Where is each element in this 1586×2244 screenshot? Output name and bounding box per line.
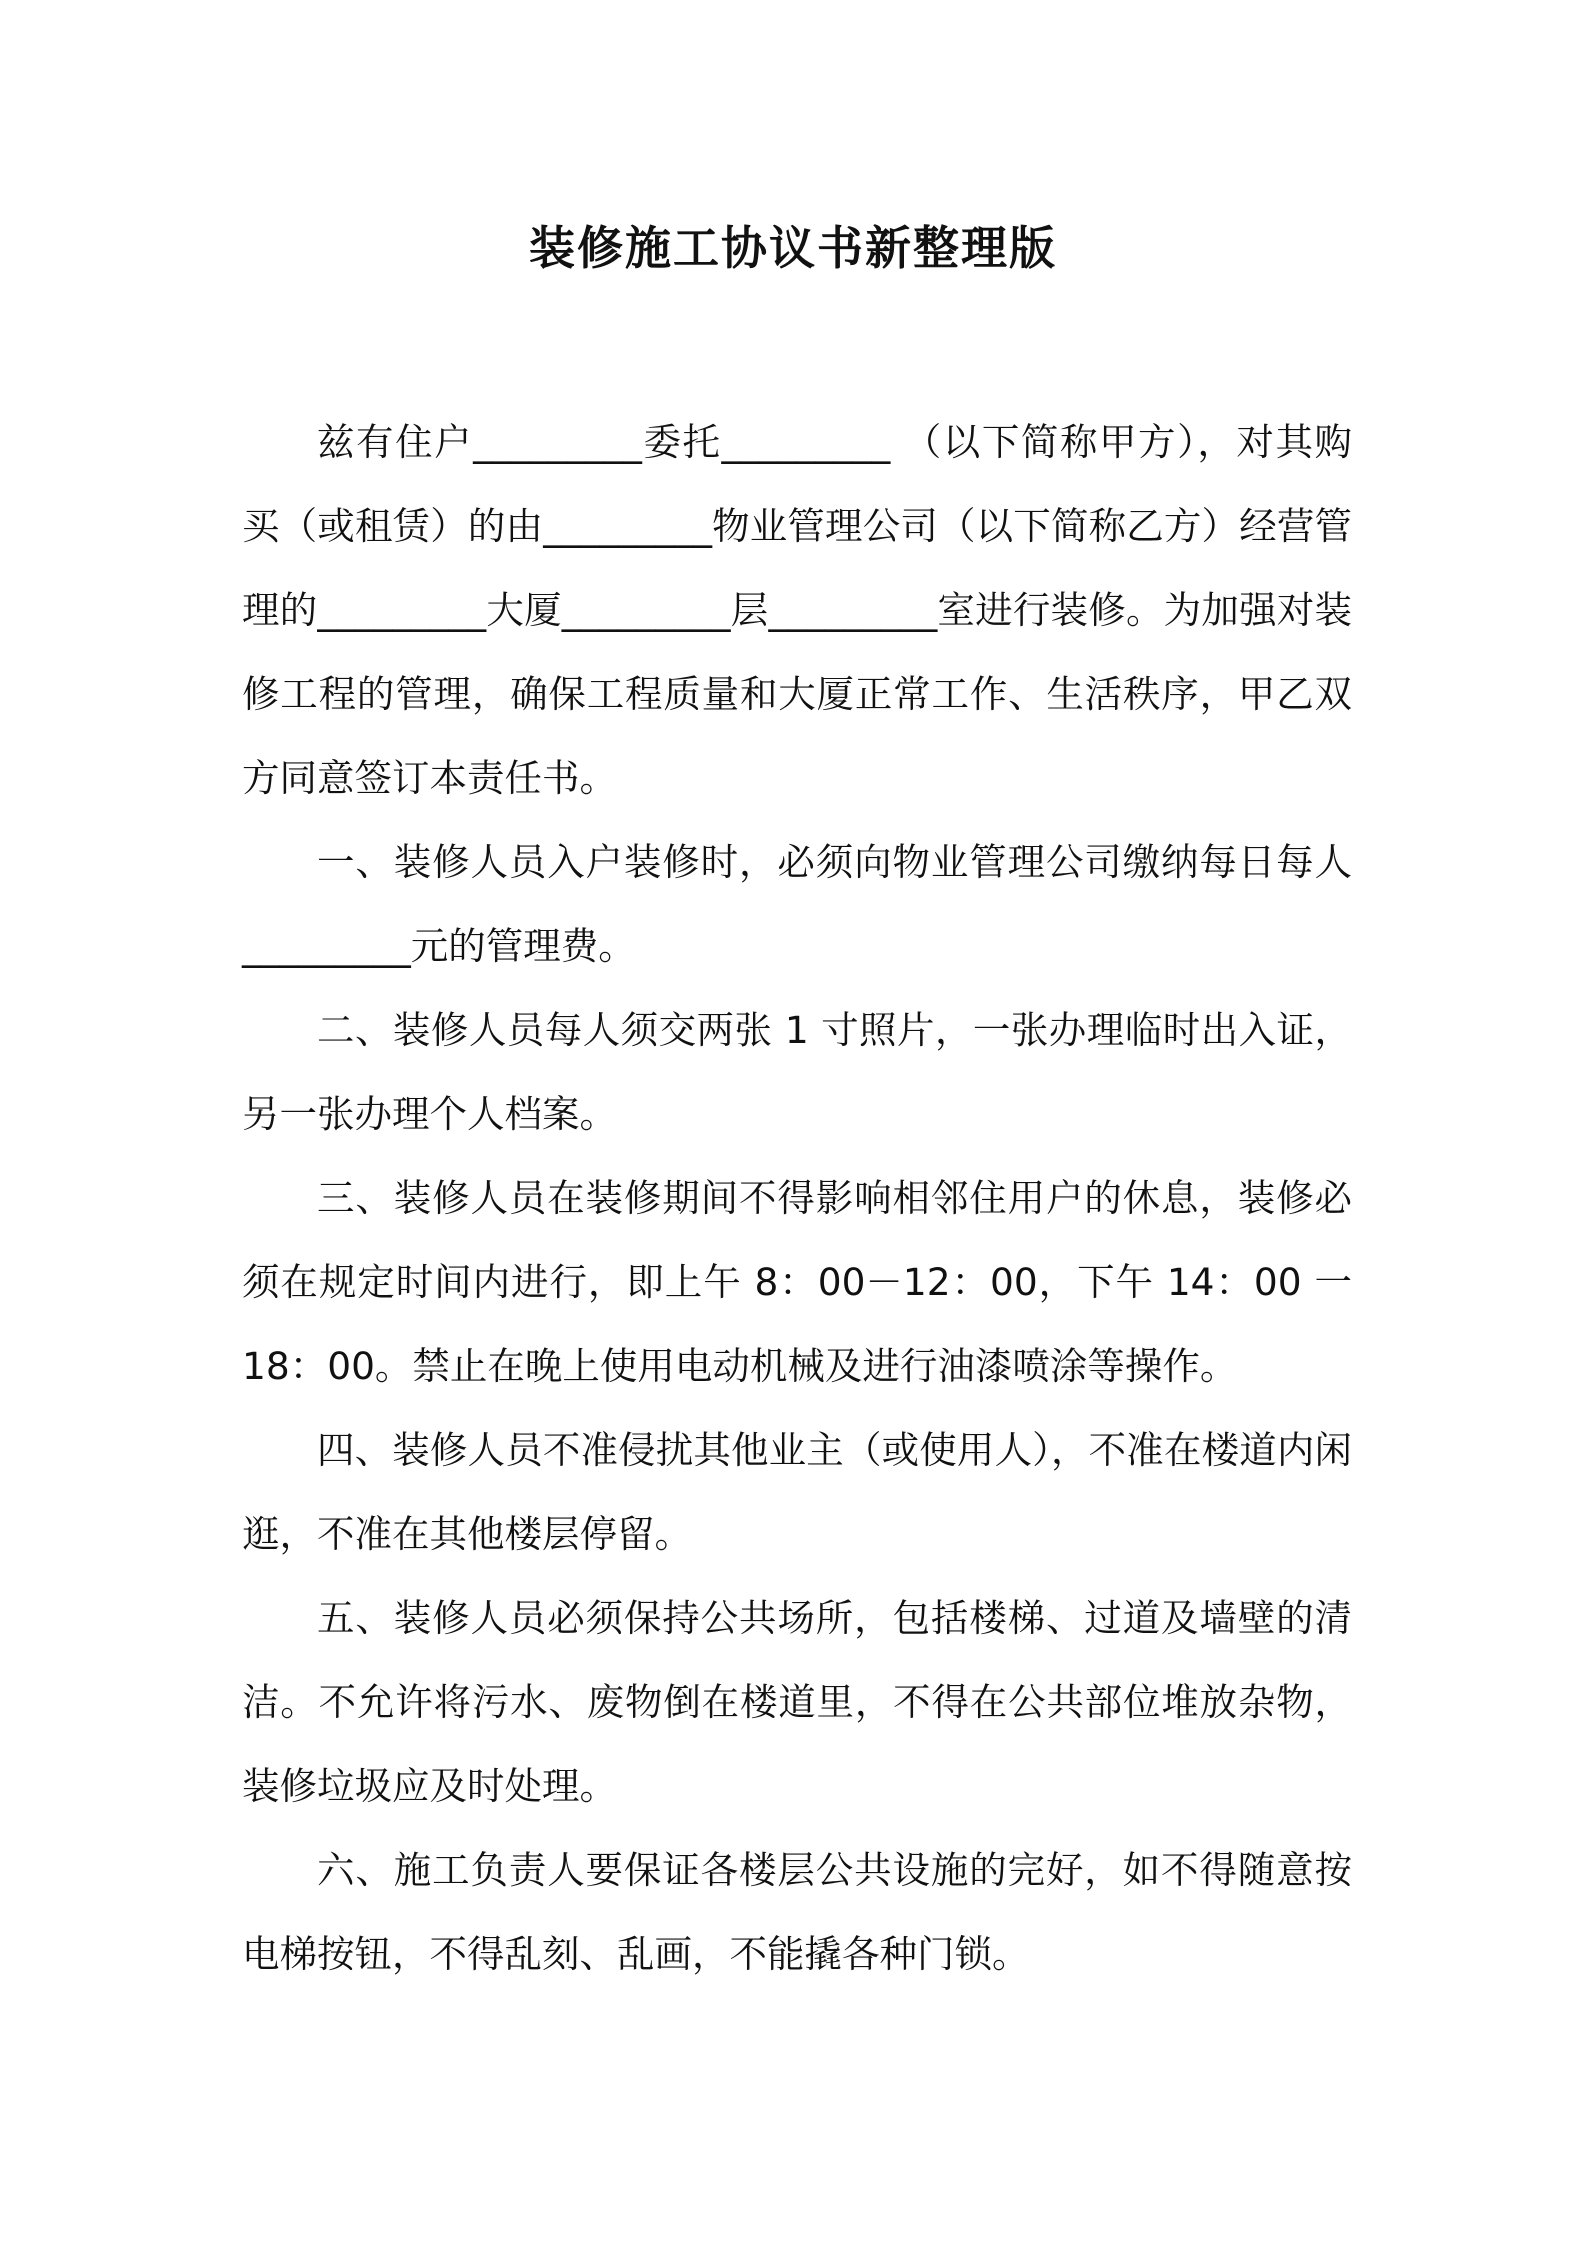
document-title: 装修施工协议书新整理版 xyxy=(529,221,1057,275)
paragraph-clause-4: 四、装修人员不准侵扰其他业主（或使用人），不准在楼道内闲逛，不准在其他楼层停留。 xyxy=(242,1428,1352,1556)
paragraph-clause-3: 三、装修人员在装修期间不得影响相邻住用户的休息，装修必须在规定时间内进行，即上午 8：00－12：00，下午 14：00 一 18：00。禁止在晚上使用电动机械及进行油漆喷涂等操作。 xyxy=(242,1176,1352,1388)
paragraph-clause-1: 一、装修人员入户装修时，必须向物业管理公司缴纳每日每人_________元的管理费。 xyxy=(242,840,1352,968)
paragraph-clause-2: 二、装修人员每人须交两张 1 寸照片，一张办理临时出入证，另一张办理个人档案。 xyxy=(242,1008,1352,1136)
paragraph-preamble: 兹有住户_________委托_________ （以下简称甲方），对其购买（或租赁）的由_________物业管理公司（以下简称乙方）经营管理的_________大厦_________层_________室进行装修。为加强对装修工程的管理，确保工程质量和大厦正常工作、生活秩序，甲乙双方同意签订本责任书。 xyxy=(242,420,1352,800)
paragraph-clause-6: 六、施工负责人要保证各楼层公共设施的完好，如不得随意按电梯按钮，不得乱刻、乱画，不能撬各种门锁。 xyxy=(242,1848,1352,1976)
document-body xyxy=(242,400,1352,1996)
paragraph-clause-5: 五、装修人员必须保持公共场所，包括楼梯、过道及墙壁的清洁。不允许将污水、废物倒在楼道里，不得在公共部位堆放杂物，装修垃圾应及时处理。 xyxy=(242,1596,1352,1808)
